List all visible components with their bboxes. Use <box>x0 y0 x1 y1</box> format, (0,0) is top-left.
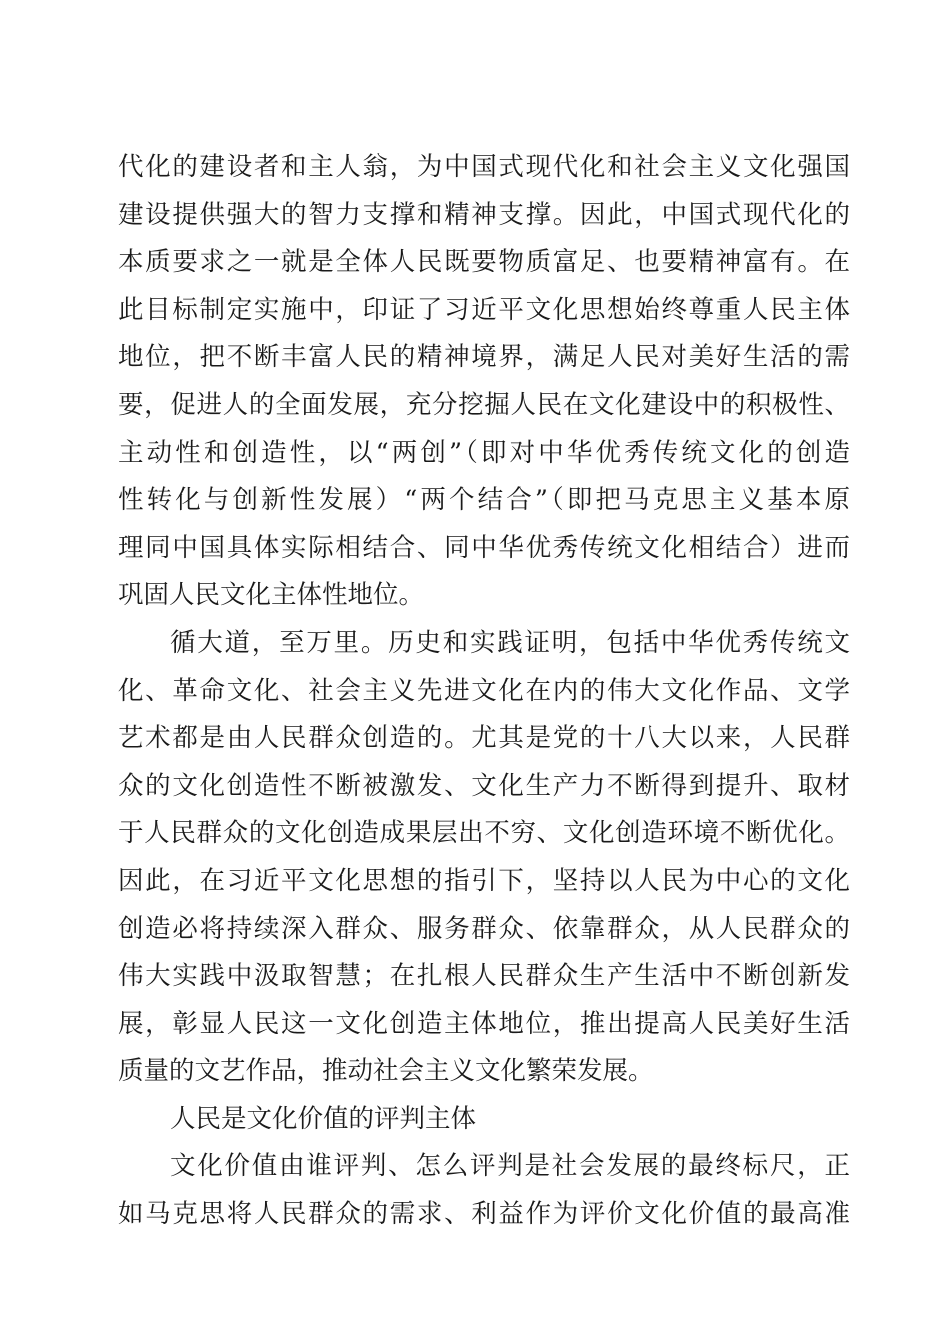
paragraph-1-line-1: 代化的建设者和主人翁，为中国式现代化和社会主义文化强国 <box>118 152 850 182</box>
paragraph-3-line-2: 如马克思将人民群众的需求、利益作为评价文化价值的最高准 <box>118 1199 850 1230</box>
paragraph-1-line-10: 巩固人民文化主体性地位。 <box>118 580 425 611</box>
paragraph-1-line-7: 主动性和创造性，以“两创”（即对中华优秀传统文化的创造 <box>118 437 850 468</box>
paragraph-1-line-2: 建设提供强大的智力支撑和精神支撑。因此，中国式现代化的 <box>118 199 850 230</box>
paragraph-2-line-2: 化、革命文化、社会主义先进文化在内的伟大文化作品、文学 <box>118 675 850 706</box>
paragraph-1-line-8: 性转化与创新性发展）“两个结合”（即把马克思主义基本原 <box>118 485 850 516</box>
paragraph-2-line-9: 展，彰显人民这一文化创造主体地位，推出提高人民美好生活 <box>118 1008 850 1039</box>
paragraph-2-line-10: 质量的文艺作品，推动社会主义文化繁荣发展。 <box>118 1056 654 1087</box>
paragraph-1-line-6: 要，促进人的全面发展，充分挖掘人民在文化建设中的积极性、 <box>118 389 850 420</box>
paragraph-1-line-9: 理同中国具体实际相结合、同中华优秀传统文化相结合）进而 <box>118 532 850 563</box>
paragraph-1-line-3: 本质要求之一就是全体人民既要物质富足、也要精神富有。在 <box>118 247 850 278</box>
paragraph-2-line-7: 创造必将持续深入群众、服务群众、依靠群众，从人民群众的 <box>118 913 850 944</box>
paragraph-2-line-1: 循大道，至万里。历史和实践证明，包括中华优秀传统文 <box>170 627 850 658</box>
paragraph-1-line-5: 地位，把不断丰富人民的精神境界，满足人民对美好生活的需 <box>118 342 850 373</box>
paragraph-3-line-1: 文化价值由谁评判、怎么评判是社会发展的最终标尺，正 <box>170 1151 850 1182</box>
section-heading: 人民是文化价值的评判主体 <box>170 1103 477 1134</box>
paragraph-2-line-3: 艺术都是由人民群众创造的。尤其是党的十八大以来，人民群 <box>118 723 850 754</box>
paragraph-2-line-8: 伟大实践中汲取智慧；在扎根人民群众生产生活中不断创新发 <box>118 961 850 992</box>
body-text <box>118 144 850 1239</box>
paragraph-1-line-4: 此目标制定实施中，印证了习近平文化思想始终尊重人民主体 <box>118 294 850 325</box>
paragraph-2-line-5: 于人民群众的文化创造成果层出不穷、文化创造环境不断优化。 <box>118 818 850 849</box>
paragraph-2-line-4: 众的文化创造性不断被激发、文化生产力不断得到提升、取材 <box>118 770 850 801</box>
paragraph-2-line-6: 因此，在习近平文化思想的指引下，坚持以人民为中心的文化 <box>118 865 850 896</box>
